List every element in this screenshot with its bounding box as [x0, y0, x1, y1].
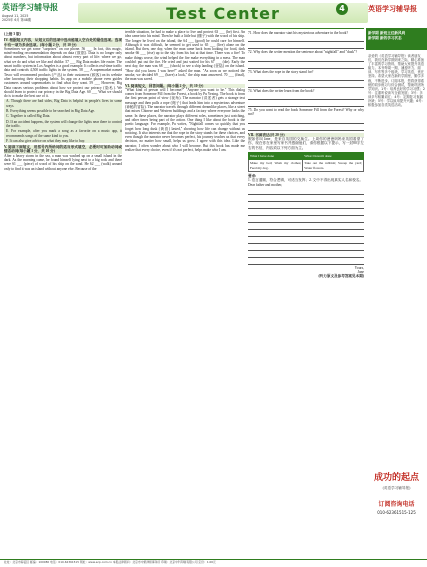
writing-line[interactable] — [248, 210, 364, 216]
section-title: Test Center — [166, 4, 280, 23]
answer-key-note: (听力原文及参考答案见本期) — [318, 274, 364, 279]
masthead-logo-left: 英语学习辅导报 — [2, 2, 58, 12]
continued-note: (上接 3 版) — [4, 32, 21, 36]
writing-line[interactable] — [248, 259, 364, 265]
option-c: C. Together is called Big Data. — [6, 114, 51, 119]
answer-line[interactable] — [248, 94, 364, 100]
question-75: 75. Do you want to read the book Someone Fill from the Forest? Why or why not? — [248, 108, 364, 117]
page-footer: 社址：北京市海淀区 邮编：100080 电话：010-62361515 网址：www.ecp.com.cn 本报法律顾问：北京市中策律师事务所 印刷：北京中科印刷有限公司 定价：1.00元 — [0, 559, 427, 567]
writing-line[interactable] — [248, 238, 364, 244]
ad-brand: (英语学习辅导报) — [382, 486, 411, 490]
answer-line[interactable] — [248, 43, 364, 49]
letter-closing: Yours, — [354, 265, 364, 270]
passage-5-continued: terrible situation, he had to make a place to live and protect 63 ___ (he) first. An idea came into his mind. Then he built a little hut (棚子) with the wood of his ship. The longer he lived on the island, the 64 ___ (good) he could care for himself. Although it was difficult, he seemed to get used to 65 ___ (live) alone on the island. But then, one day, when the man came back from looking for food, dark smoke 66 ___ (rise) up to the sky from his hut at that time. There was a fire! To make things worse, the wind helped the fire make everything in a mess. The man couldn't put out the fire. He cried and just waited for his 67 ___ (die). Early the next day, the man was 68 ___ (shock) to see a ship landing (登陆) on the island. "How did you know I was here?" asked the man. "As soon as we noticed the smoke, we decided 69 ___ (have) a look," the ship man answered. 70 ___ (final), the man was saved. — [125, 30, 245, 82]
column-3 — [248, 30, 364, 279]
column-2 — [125, 30, 245, 152]
answer-line[interactable] — [248, 36, 364, 42]
writing-line[interactable] — [248, 224, 364, 230]
sidebar-banner-line-2: 新学期 新的学习状态 — [368, 36, 402, 40]
section-7-heading: VII. 书面表达(共 20 分) — [248, 133, 364, 137]
section-4-heading: IV. 根据短文内容，从短文后的选项中选出能填入空白处的最佳选项。选项中有一项为多余选项。(每小题 2 分，共 10 分) — [4, 38, 122, 47]
answer-line[interactable] — [248, 63, 364, 69]
sidebar-article: 亲爱的《英语学习辅导报》读者朋友们，我们在新学期到来之际，精心准备了丰富的学习资料，帮助大家提升英语能力。本刊每周一期，涵盖听力、阅读、写作等多个板块。学习英语，贵在坚持。希望大家在新的学期里，勤学多练，不断进步。订阅本报，您将获得系统的同步练习与综合测试，帮助巩固所学知识。1号：培养良好的学习习惯；2号：注重听说读写全面发展；3号：多读多写积累词汇；4号：定期复习查漏补缺；5号：学以致用提升兴趣；6号：积极参加各类英语活动。 — [368, 54, 425, 108]
ad-hotline-number: 010-62361515-125 — [377, 510, 416, 515]
table-cell-not-done: Take out the rubbish; Sweep the yard; Water flowers. — [304, 161, 362, 170]
sidebar-banner-line-1: 新学期 新班主任新风尚 — [368, 31, 406, 35]
page-number-badge: 4 — [336, 3, 348, 15]
writing-line[interactable] — [248, 217, 364, 223]
requirements-heading: 要求: — [248, 173, 257, 178]
writing-line[interactable] — [248, 245, 364, 251]
letter-signature: Jane — [357, 270, 364, 275]
answer-line[interactable] — [248, 101, 364, 107]
section-6-heading: VI. 阅读短文，回答问题。(每小题 2 分，共 10 分) — [125, 84, 245, 88]
sidebar-banner-text — [368, 31, 425, 41]
issue-date: August 11, 2025 — [2, 14, 29, 18]
letter-salutation: Dear father and mother, — [248, 183, 283, 188]
question-71: 71. How does the narrator start his mysterious adventure in the book? — [248, 31, 349, 35]
writing-line[interactable] — [248, 196, 364, 202]
passage-6: "What kind of person will I become?" "Anyone you want to be." This dialog comes from Someone Fill from the Forest, a book by Pu Yexing. The book is from the first person point of view (视角). The narrator (讲述者) gets a strange text message and then pulls a rope (绳子) that leads him into a mysterious adventure (神秘的冒险). The narrator travels through different dreamlike places, like a street that mixes Chinese and Western buildings and a factory where everyone looks the same. In these places, the narrator plays different roles, sometimes just watching, and other times being part of the action. One thing I like about the book is the poetic language. For example, Pu writes, "Nightfall comes so quickly that you forget how long dusk (黄昏) lasted," showing how life can change without us noticing. It also interests me that the rope in the story stands for these choices, and even though the narrator never becomes perfect, his journey teaches us that every decision, no matter how small, helps us grow. I agree with this idea. Like the narrator, I often wonder about who I will become. But this book has made me realize that every choice, even if it's not perfect, helps make who I am. — [125, 87, 245, 153]
right-sidebar — [366, 28, 427, 558]
chores-table — [248, 152, 364, 172]
passage-4: Sometimes we get some "surprises" on our phone. 56 ___ In fact, this magic, mind-reading recommendation depends on data (数据). Data is no longer only about numbers, but information about almost every part of life: where we go, what we do and what we like and dislike. 57 ___ Big Data makes life easier. The smart traffic system in Los Angeles is a good example. It collects real-time traffic data and controls 4,500 traffic lights in the system. 58 ___ A supermarket named Tesco will recommend products (产品) to their customers (顾客) on its website after knowing their shopping habits. Its app on a mobile phone even guides customers around supermarkets to find what they want. 59 ___ However, Big Data causes serious problems about how we protect our privacy (隐私). We should learn to protect our privacy in the Big Data Age. 60 ___ What we should do is to make the best use of it. — [4, 46, 122, 99]
section-title-banner — [78, 3, 368, 23]
options-list — [4, 99, 122, 143]
ad-hotline-label: 订阅咨询电话 — [378, 501, 415, 508]
writing-line[interactable] — [248, 203, 364, 209]
masthead-logo-right: 英语学习辅导报 — [368, 4, 417, 13]
answer-line[interactable] — [248, 118, 364, 124]
answer-line[interactable] — [248, 82, 364, 88]
question-72: 72. Why does the writer mention the sentence about "nightfall" and "dusk"? — [248, 50, 357, 55]
section-5-heading: V. 阅读下面短文，用括号内所给词的适当形式填空，必要时可加助动词或情态动词(每小题 1 分，共 10 分) — [4, 145, 122, 154]
passage-5: After a heavy storm in the sea, a man was washed up on a small island in the dark. As the morning came, he found himself lying next to a big rock and there were 61 ___ (piece) of wood of his ship on the sand. He 62 ___ (walk) around only to find it was an island without anyone else. Because of the — [4, 153, 122, 171]
option-d: D. If an accident happens, the system will change the lights near there to control the traffic. — [6, 119, 122, 128]
ad-slogan: 成功的起点 — [373, 473, 419, 483]
question-74: 74. What does the writer learn from the book? — [248, 88, 315, 93]
column-1 — [4, 30, 122, 171]
question-73: 73. What does the rope in the story stand for? — [248, 69, 314, 74]
answer-line[interactable] — [248, 125, 364, 131]
sidebar-banner — [366, 28, 427, 50]
requirements-body: 1. 语言通顺，符合逻辑，可适当发挥；2. 文中不得出现真实人名和校名。 — [248, 178, 363, 183]
answer-line[interactable] — [248, 75, 364, 81]
option-a: A. Though there are bad sides, Big Data is helpful in people's lives in some ways. — [6, 99, 122, 108]
table-header-done: What I have done — [249, 152, 303, 159]
writing-line[interactable] — [248, 231, 364, 237]
header-rule — [0, 28, 364, 29]
answer-line[interactable] — [248, 56, 364, 62]
writing-line[interactable] — [248, 252, 364, 258]
table-header-not-done: What I haven't done — [303, 152, 364, 159]
page-header — [0, 0, 427, 28]
subscription-ad — [366, 468, 427, 558]
section-7-instructions: 假如你叫 Jane，是来自英国的交换生。上周你的爸爸妈妈来英国看望了你，现在你在家里写家书并感谢他们，请你根据以下提示，写一封80字左右的书信，内容须以下列方面为主。 — [248, 137, 364, 150]
option-b: B. Everything seems possible to be searched in Big Data Age. — [6, 109, 96, 114]
issue-number: 2025年 6月 第48期 — [2, 18, 31, 22]
option-f: F. It can also give advice on what they may like to buy. — [6, 138, 86, 143]
writing-line[interactable] — [248, 189, 364, 195]
option-e: E. For example, after you mark a song as a favorite on a music app, it recommends songs of the same kind to you. — [6, 129, 122, 138]
table-cell-done: Make my bed; Wash my clothes; Feed my dog. — [250, 161, 302, 170]
